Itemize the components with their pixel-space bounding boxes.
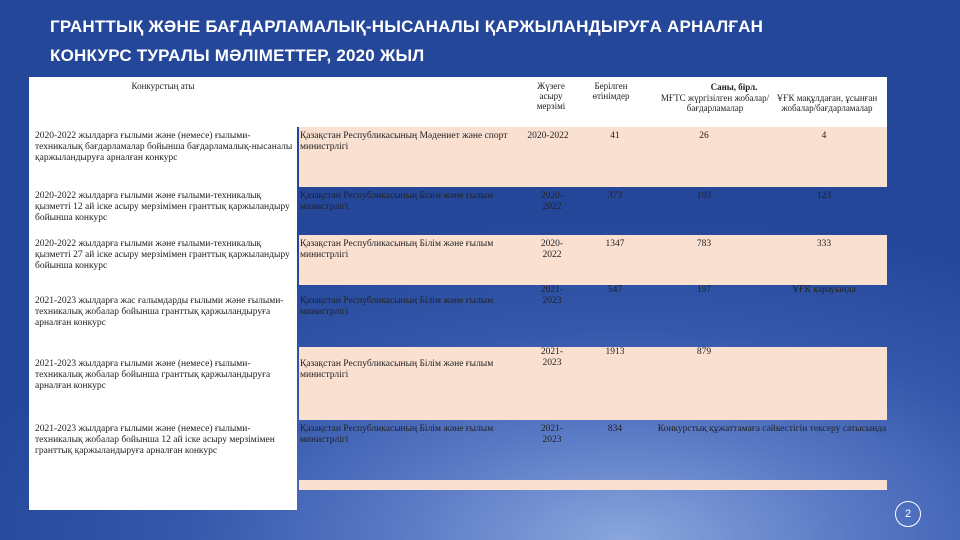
page-number: 2 — [895, 501, 921, 527]
period: 2021-2023 — [540, 285, 564, 306]
submitted: 41 — [610, 131, 620, 141]
slide-title — [50, 12, 930, 70]
organization: Қазақстан Республикасының Білім және ғылым министрлігі — [300, 424, 494, 445]
organization: Қазақстан Республикасының Білім және ғылым министрлігі — [300, 191, 494, 212]
status-merged: Конкурстық құжаттамаға сәйкестігін тексеру сатысында — [657, 424, 887, 434]
table-footer-filler — [29, 490, 887, 510]
competition-name: 2021-2023 жылдарға жас ғалымдарды ғылыми және ғылыми-техникалық жобалар бойынша гранттық қаржыландыруға арналған конкурс — [29, 285, 297, 347]
table-row — [29, 347, 887, 420]
period: 2020-2022 — [540, 239, 564, 260]
header-period: Жүзеге асыру мерзімі — [536, 81, 566, 111]
organization: Қазақстан Республикасының Білім және ғылым министрлігі — [300, 239, 494, 260]
header-ugk: ҰҒК мақұлдаған, ұсынған жобалар/бағдарламалар — [776, 93, 878, 113]
mgte-count: 193 — [696, 191, 712, 201]
submitted: 834 — [607, 424, 623, 434]
table-footer — [29, 480, 887, 490]
organization: Қазақстан Республикасының Білім және ғылым министрлігі — [300, 296, 494, 317]
submitted: 1347 — [605, 239, 625, 249]
header-name: Конкурстың аты — [131, 81, 195, 91]
competition-table — [29, 77, 887, 510]
submitted: 373 — [607, 191, 623, 201]
table-row — [29, 235, 887, 285]
mgte-count: 879 — [696, 347, 712, 357]
competition-name: 2021-2023 жылдарға ғылыми және (немесе) ғылыми-техникалық жобалар бойынша гранттық қаржыландыруға арналған конкурс — [29, 347, 297, 420]
submitted: 547 — [607, 285, 623, 295]
mgte-count: 26 — [699, 131, 709, 141]
header-count: Саны, бірл. — [710, 82, 758, 92]
period: 2021-2023 — [540, 424, 564, 445]
submitted: 1913 — [605, 347, 625, 357]
competition-name: 2021-2023 жылдарға ғылыми және (немесе) ғылыми-техникалық жобалар бойынша 12 ай іске асыру мерзімімен гранттық қаржыландыруға арналған конкурс — [29, 420, 297, 480]
mgte-count: 197 — [696, 285, 712, 295]
table-header — [29, 77, 887, 127]
ugk-count: 4 — [821, 131, 827, 141]
organization: Қазақстан Республикасының Білім және ғылым министрлігі — [300, 359, 494, 380]
table-row — [29, 187, 887, 235]
period: 2020-2022 — [527, 131, 569, 141]
ugk-count: 333 — [816, 239, 832, 249]
header-submitted: Берілген өтінімдер — [592, 81, 630, 101]
competition-name: 2020-2022 жылдарға ғылыми және ғылыми-техникалық қызметті 12 ай іске асыру мерзімімен гранттық қаржыландыру бойынша конкурс — [29, 187, 297, 235]
table-row — [29, 285, 887, 347]
table-row — [29, 420, 887, 480]
ugk-count: 123 — [816, 191, 832, 201]
slide-title-line-1: ГРАНТТЫҚ ЖӘНЕ БАҒДАРЛАМАЛЫҚ-НЫСАНАЛЫ ҚАРЖЫЛАНДЫРУҒА АРНАЛҒАН — [50, 17, 764, 36]
mgte-count: 783 — [696, 239, 712, 249]
slide-title-line-2: КОНКУРС ТУРАЛЫ МӘЛІМЕТТЕР, 2020 ЖЫЛ — [50, 46, 425, 65]
header-mgte: МҒТС жүргізілген жобалар/бағдарламалар — [660, 93, 770, 113]
organization: Қазақстан Республикасының Мәдениет және спорт министрлігі — [300, 131, 508, 152]
period: 2021-2023 — [540, 347, 564, 368]
ugk-count: ҰҒК қарауында — [792, 285, 856, 295]
table-row — [29, 127, 887, 187]
competition-name: 2020-2022 жылдарға ғылыми және (немесе) ғылыми-техникалық бағдарламалар бойынша бағдарламалық-нысаналы қаржыландыруға арналған конкурс — [29, 127, 297, 187]
period: 2020-2022 — [540, 191, 564, 212]
competition-name: 2020-2022 жылдарға ғылыми және ғылыми-техникалық қызметті 27 ай іске асыру мерзімімен гранттық қаржыландыру бойынша конкурс — [29, 235, 297, 285]
